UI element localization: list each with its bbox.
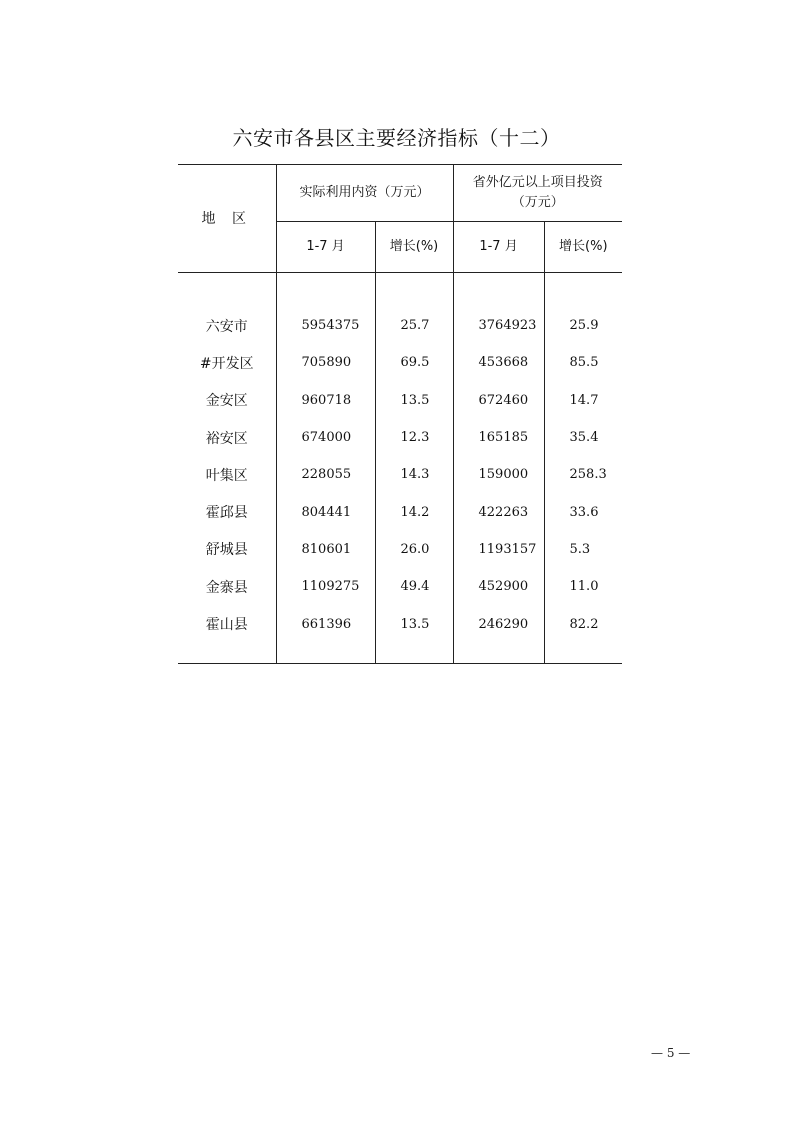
header-period-1: 1-7 月	[276, 222, 375, 273]
external-project-growth: 82.2	[544, 605, 622, 642]
spacer-row	[178, 643, 622, 664]
external-project-value: 3764923	[453, 307, 544, 344]
page-number: — 5 —	[651, 1046, 691, 1060]
external-project-growth: 14.7	[544, 382, 622, 419]
region-name: 霍邱县	[205, 505, 248, 522]
header-external-projects-line1: 省外亿元以上项目投资	[472, 175, 603, 190]
domestic-investment-growth: 69.5	[375, 344, 453, 381]
region-name: 裕安区	[205, 430, 248, 447]
external-project-value: 672460	[453, 382, 544, 419]
external-project-growth: 25.9	[544, 307, 622, 344]
external-project-growth: 85.5	[544, 344, 622, 381]
domestic-investment-value: 674000	[276, 419, 375, 456]
domestic-investment-growth: 13.5	[375, 605, 453, 642]
table-row	[178, 605, 622, 642]
header-growth-1: 增长(%)	[375, 222, 453, 273]
table-row	[178, 456, 622, 493]
header-period-2: 1-7 月	[453, 222, 544, 273]
table-row	[178, 307, 622, 344]
external-project-growth: 258.3	[544, 456, 622, 493]
header-domestic-investment: 实际利用内资（万元）	[276, 165, 453, 222]
header-external-projects	[453, 165, 622, 222]
table-row	[178, 531, 622, 568]
external-project-value: 246290	[453, 605, 544, 642]
domestic-investment-value: 228055	[276, 456, 375, 493]
domestic-investment-value: 1109275	[276, 568, 375, 605]
economic-indicators-table	[178, 164, 622, 664]
domestic-investment-growth: 14.3	[375, 456, 453, 493]
domestic-investment-value: 661396	[276, 605, 375, 642]
domestic-investment-growth: 13.5	[375, 382, 453, 419]
domestic-investment-growth: 14.2	[375, 493, 453, 530]
domestic-investment-value: 960718	[276, 382, 375, 419]
region-name: 金寨县	[205, 579, 248, 596]
external-project-value: 1193157	[453, 531, 544, 568]
domestic-investment-growth: 26.0	[375, 531, 453, 568]
external-project-value: 165185	[453, 419, 544, 456]
external-project-growth: 33.6	[544, 493, 622, 530]
table-row	[178, 568, 622, 605]
external-project-value: 452900	[453, 568, 544, 605]
external-project-value: 159000	[453, 456, 544, 493]
table-row	[178, 344, 622, 381]
table-body	[178, 273, 622, 664]
external-project-value: 453668	[453, 344, 544, 381]
spacer-row	[178, 273, 622, 308]
region-name: #开发区	[199, 355, 254, 372]
external-project-value: 422263	[453, 493, 544, 530]
domestic-investment-growth: 49.4	[375, 568, 453, 605]
domestic-investment-value: 5954375	[276, 307, 375, 344]
page-title: 六安市各县区主要经济指标（十二）	[232, 126, 561, 150]
region-name: 叶集区	[205, 467, 248, 484]
table-row	[178, 419, 622, 456]
header-external-projects-line2: （万元）	[511, 195, 564, 210]
domestic-investment-value: 810601	[276, 531, 375, 568]
domestic-investment-value: 705890	[276, 344, 375, 381]
table-row	[178, 493, 622, 530]
region-name: 六安市	[205, 318, 248, 335]
external-project-growth: 5.3	[544, 531, 622, 568]
domestic-investment-value: 804441	[276, 493, 375, 530]
domestic-investment-growth: 12.3	[375, 419, 453, 456]
region-name: 金安区	[205, 393, 248, 410]
external-project-growth: 11.0	[544, 568, 622, 605]
external-project-growth: 35.4	[544, 419, 622, 456]
domestic-investment-growth: 25.7	[375, 307, 453, 344]
region-name: 霍山县	[205, 617, 248, 634]
table-row	[178, 382, 622, 419]
header-region: 地 区	[178, 165, 276, 273]
header-growth-2: 增长(%)	[544, 222, 622, 273]
region-name: 舒城县	[205, 542, 248, 559]
